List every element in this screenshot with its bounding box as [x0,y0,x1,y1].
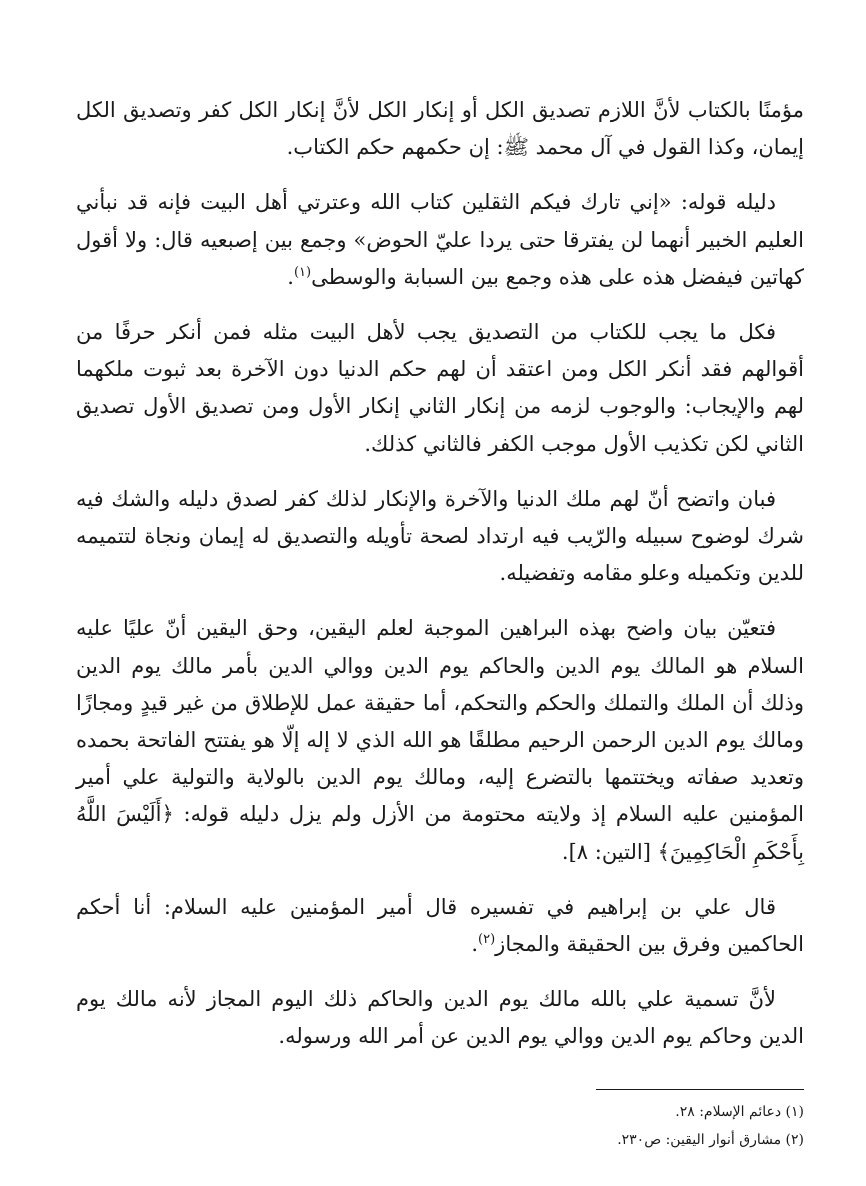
footnote-2: (٢) مشارق أنوار اليقين: ص٢٣٠. [617,1132,804,1148]
footnotes [76,1098,804,1154]
paragraph-3: فكل ما يجب للكتاب من التصديق يجب لأهل البيت مثله فمن أنكر حرفًا من أقوالهم فقد أنكر الكل ومن اعتقد أن لهم حكم الدنيا دون الآخرة بعد ثبوت ملكهما لهم والإيجاب: والوجوب لزمه من إنكار الثاني إنكار الأول ومن تصديق الأول تصديق الثاني لكن تكذيب الأول موجب الكفر فالثاني كذلك. [76,320,804,456]
paragraph-6: قال علي بن إبراهيم في تفسيره قال أمير المؤمنين عليه السلام: أنا أحكم الحاكمين وفرق بين الحقيقة والمجاز$^{(٢)}$. [76,894,804,957]
footnote-1: (١) دعائم الإسلام: ٢٨. [675,1104,804,1120]
page-body [76,92,804,1074]
footnote-divider [596,1089,804,1090]
paragraph-4: فبان واتضح أنّ لهم ملك الدنيا والآخرة والإنكار لذلك كفر لصدق دليله والشك فيه شرك لوضوح سبيله والرّيب فيه ارتداد لصحة تأويله والتصديق له إيمان ونجاة لتتميمه للدين وتكميله وعلو مقامه وتفضيله. [76,486,804,586]
footnote-ref-1[interactable]: (١) [293,264,312,280]
paragraph-1: مؤمنًا بالكتاب لأنَّ اللازم تصديق الكل أو إنكار الكل لأنَّ إنكار الكل كفر وتصديق الكل إيمان، وكذا القول في آل محمد ﷺ: إن حكمهم حكم الكتاب. [76,98,804,160]
paragraph-7: لأنَّ تسمية علي بالله مالك يوم الدين والحاكم ذلك اليوم المجاز لأنه مالك يوم الدين وحاكم يوم الدين ووالي يوم الدين عن أمر الله ورسوله. [76,987,804,1049]
paragraph-2: دليله قوله: «إني تارك فيكم الثقلين كتاب الله وعترتي أهل البيت فإنه قد نبأني العليم الخبير أنهما لن يفترقا حتى يردا عليّ الحوض» وجمع بين إصبعيه قال: ولا أقول كهاتين فيفضل هذه على هذه وجمع بين السبابة والوسطى$^{(١)}$. [76,190,804,289]
footnote-ref-2[interactable]: (٢) [478,932,496,948]
paragraph-5: فتعيّن بيان واضح بهذه البراهين الموجبة لعلم اليقين، وحق اليقين أنّ عليًا عليه السلام هو المالك يوم الدين والحاكم يوم الدين ووالي الدين بأمر مالك يوم الدين وذلك أن الملك والتملك والحكم والتحكم، أما حقيقة عمل للإطلاق من غير قيدٍ ومجازًا ومالك يوم الدين الرحمن الرحيم مطلقًا هو الله الذي لا إله إلّا هو يفتتح الفاتحة بحمده وتعديد صفاته ويختتمها بالتضرع إليه، ومالك يوم الدين بالولاية والتولية علي أمير المؤمنين عليه السلام إذ ولايته محتومة من الأزل ولم يزل دليله قوله: ﴿أَلَيْسَ اللَّهُ بِأَحْكَمِ الْحَاكِمِينَ﴾ [التين: ٨]. [76,616,804,864]
